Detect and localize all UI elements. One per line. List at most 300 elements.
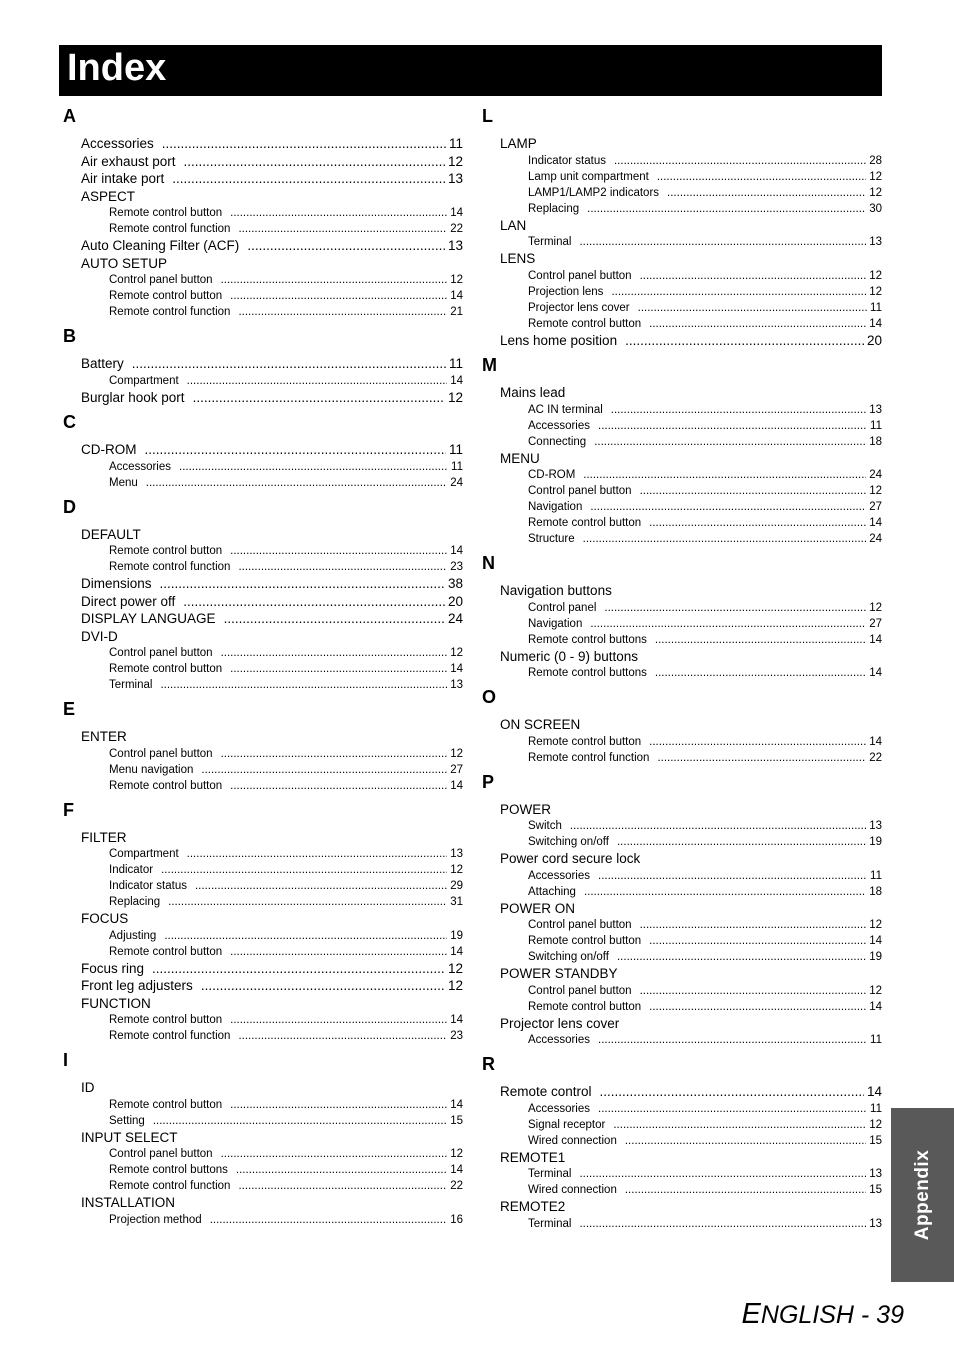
entry-term: Attaching [528,885,576,898]
index-entry [482,716,882,734]
entry-term: Remote control buttons [528,633,647,646]
footer-initial: E [741,1298,761,1330]
entry-term: DVI-D [81,628,118,644]
index-entry [63,1129,463,1147]
entry-page-number: 11 [448,136,463,151]
entry-term: Replacing [528,202,580,215]
dot-leader [625,1182,866,1198]
entry-term: Remote control function [528,751,650,764]
section-letter-a: A [63,106,76,126]
entry-term: Remote control button [109,663,223,675]
dot-leader [152,960,445,978]
entry-page-number: 14 [450,779,463,792]
index-entry [63,610,463,628]
entry-term: Menu [109,476,138,489]
index-subentry [482,1166,882,1182]
entry-page-number: 12 [869,984,882,997]
entry-term: Accessories [81,136,154,151]
section-letter-l: L [482,106,493,126]
dot-leader [657,750,866,766]
entry-page-number: 18 [869,885,882,898]
entry-page-number: 14 [869,517,882,529]
index-entry [63,1194,463,1212]
index-subentry [482,884,882,900]
entry-term: Remote control button [528,935,642,947]
dot-leader [640,917,867,933]
footer-page-label: NGLISH - 39 [760,1301,904,1329]
entry-term: Control panel button [109,647,213,659]
entry-page-number: 12 [450,864,463,876]
dot-leader [162,135,446,153]
index-entry [482,648,882,666]
index-subentry [482,300,882,316]
index-entry [482,582,882,600]
dot-leader [600,1083,864,1101]
entry-term: Navigation buttons [500,583,612,598]
dot-leader [655,665,866,681]
entry-term: Indicator status [528,154,606,167]
entry-page-number: 12 [450,747,463,760]
entry-page-number: 15 [450,1114,463,1127]
dot-leader [649,734,866,750]
entry-term: Remote control button [528,317,642,330]
index-subentry [482,185,882,201]
index-entry [482,900,882,918]
page-title: Index [67,47,167,89]
index-entry [63,170,463,188]
entry-term: Remote control button [109,1098,223,1111]
entry-page-number: 22 [450,1180,463,1192]
entry-term: Adjusting [109,929,157,942]
entry-page-number: 27 [869,617,882,630]
entry-page-number: 14 [450,663,463,675]
dot-leader [613,1117,866,1133]
dot-leader [617,834,866,850]
index-entry [63,237,463,255]
index-entry [63,977,463,995]
dot-leader [236,1162,447,1178]
entry-term: Control panel button [109,274,213,286]
entry-page-number: 23 [450,1030,463,1042]
entry-page-number: 18 [869,435,882,448]
entry-term: Remote control button [528,517,642,529]
entry-term: Power cord secure lock [500,851,641,866]
entry-page-number: 13 [869,236,882,248]
index-subentry [482,616,882,632]
dot-leader [649,933,866,949]
dot-leader [667,185,866,201]
index-subentry [63,677,463,693]
entry-page-number: 12 [450,647,463,659]
entry-term: Control panel button [528,919,632,931]
index-subentry [63,862,463,878]
index-subentry [482,418,882,434]
entry-page-number: 14 [450,1164,463,1176]
index-subentry [482,201,882,217]
dot-leader [187,846,448,862]
index-subentry [482,1133,882,1149]
dot-leader [611,402,866,418]
index-entry [63,526,463,544]
entry-term: Replacing [109,896,161,908]
entry-term: Remote control button [528,735,642,748]
entry-page-number: 21 [450,306,463,318]
index-subentry [482,169,882,185]
index-entry [63,441,463,459]
index-subentry [482,268,882,284]
entry-term: Accessories [528,1034,590,1046]
dot-leader [230,543,447,559]
dot-leader [570,818,866,834]
index-entry [482,1149,882,1167]
dot-leader [640,983,867,999]
entry-page-number: 19 [869,836,882,848]
index-subentry [63,288,463,304]
dot-leader [649,515,866,531]
index-column-left [63,100,463,1228]
index-subentry [482,234,882,250]
entry-term: Connecting [528,435,587,448]
section-letter-e: E [63,699,76,719]
entry-page-number: 13 [869,820,882,832]
entry-term: Projection lens [528,285,604,298]
entry-term: REMOTE2 [500,1199,566,1214]
index-subentry [482,665,882,681]
index-entry [63,255,463,273]
entry-page-number: 13 [450,848,463,860]
index-subentry [63,645,463,661]
index-subentry [63,1146,463,1162]
dot-leader [584,884,866,900]
index-subentry [482,933,882,949]
entry-term: Focus ring [81,960,145,976]
entry-page-number: 38 [447,576,463,591]
index-subentry [482,868,882,884]
entry-page-number: 12 [869,919,882,931]
entry-page-number: 14 [866,1084,882,1099]
index-subentry [63,944,463,960]
dot-leader [230,661,447,677]
dot-leader [146,475,447,491]
entry-page-number: 19 [450,929,463,942]
dot-leader [640,268,867,284]
entry-term: DISPLAY LANGUAGE [81,611,216,626]
index-subentry [482,983,882,999]
entry-term: LAMP [500,136,537,151]
dot-leader [649,316,866,332]
dot-leader [221,746,448,762]
entry-page-number: 23 [450,561,463,573]
entry-term: LENS [500,251,536,266]
entry-term: LAMP1/LAMP2 indicators [528,186,660,199]
dot-leader [187,373,448,389]
index-subentry [482,999,882,1015]
entry-page-number: 14 [869,935,882,947]
index-subentry [63,894,463,910]
entry-page-number: 12 [450,1148,463,1160]
entry-term: Control panel button [109,747,213,760]
entry-term: Navigation [528,501,583,513]
index-entry [482,332,882,350]
entry-page-number: 14 [450,545,463,557]
entry-term: AC IN terminal [528,403,603,416]
index-subentry [482,284,882,300]
entry-page-number: 27 [450,763,463,776]
entry-page-number: 14 [450,1098,463,1111]
entry-term: Terminal [109,679,153,691]
index-subentry [63,1012,463,1028]
dot-leader [160,575,445,593]
entry-page-number: 14 [450,945,463,958]
dot-leader [579,1216,866,1232]
dot-leader [649,999,866,1015]
dot-leader [168,894,447,910]
index-subentry [482,949,882,965]
entry-term: Direct power off [81,593,176,609]
dot-leader [183,593,445,611]
entry-term: POWER ON [500,900,576,916]
dot-leader [184,153,445,171]
index-entry [63,355,463,373]
entry-term: POWER STANDBY [500,966,618,981]
dot-leader [195,878,447,894]
dot-leader [590,499,866,515]
index-subentry [482,734,882,750]
index-column-right [482,100,882,1232]
index-entry [482,250,882,268]
index-subentry [63,1162,463,1178]
index-entry [63,910,463,928]
entry-page-number: 12 [447,153,463,169]
entry-term: Accessories [109,460,171,473]
entry-term: Remote control function [109,223,231,235]
entry-page-number: 24 [447,611,463,626]
section-letter-r: R [482,1054,495,1074]
entry-page-number: 24 [450,476,463,489]
dot-leader [221,645,448,661]
index-entry [482,801,882,819]
entry-page-number: 20 [866,332,882,348]
entry-page-number: 30 [869,202,882,215]
entry-page-number: 20 [447,593,463,609]
dot-leader [625,332,864,350]
dot-leader [657,169,866,185]
entry-term: Control panel button [109,1148,213,1160]
entry-page-number: 24 [869,533,882,545]
dot-leader [193,389,445,407]
entry-term: Remote control function [109,561,231,573]
dot-leader [590,616,866,632]
entry-term: LAN [500,217,527,233]
index-entry [482,384,882,402]
entry-term: ASPECT [81,188,136,204]
entry-page-number: 14 [450,290,463,302]
index-subentry [482,402,882,418]
entry-term: Accessories [528,1102,590,1115]
entry-term: Remote control button [109,779,223,792]
entry-term: Indicator [109,864,154,876]
entry-page-number: 11 [870,869,882,882]
entry-page-number: 14 [450,207,463,219]
entry-term: Remote control function [109,1030,231,1042]
index-subentry [482,1101,882,1117]
entry-term: Compartment [109,848,179,860]
entry-term: Indicator status [109,880,187,892]
index-subentry [63,543,463,559]
dot-leader [145,441,446,459]
entry-term: Switching on/off [528,836,609,848]
entry-page-number: 13 [447,238,463,253]
index-entry [482,1198,882,1216]
dot-leader [247,237,445,255]
entry-term: Switching on/off [528,951,609,963]
section-letter-b: B [63,326,76,346]
entry-page-number: 29 [450,880,463,892]
entry-page-number: 13 [447,171,463,186]
dot-leader [201,977,445,995]
section-letter-n: N [482,553,495,573]
entry-term: ID [81,1080,95,1095]
entry-term: Terminal [528,1217,572,1230]
entry-term: Remote control function [109,306,231,318]
section-letter-d: D [63,496,76,517]
page-title-bar [59,45,882,96]
entry-page-number: 14 [869,735,882,748]
dot-leader [230,205,447,221]
entry-term: REMOTE1 [500,1149,566,1165]
index-entry [63,628,463,646]
index-entry [63,1079,463,1097]
entry-term: ENTER [81,729,127,744]
index-subentry [482,632,882,648]
entry-term: INSTALLATION [81,1195,176,1210]
entry-page-number: 22 [450,223,463,235]
entry-term: Burglar hook port [81,389,185,405]
entry-page-number: 12 [447,978,463,993]
index-subentry [482,434,882,450]
appendix-side-tab [891,1108,954,1282]
entry-term: Wired connection [528,1184,617,1196]
dot-leader [164,928,447,944]
entry-term: Remote control button [528,1000,642,1013]
entry-term: Air exhaust port [81,153,176,169]
dot-leader [238,221,447,237]
dot-leader [238,559,447,575]
dot-leader [625,1133,866,1149]
index-entry [63,135,463,153]
dot-leader [638,300,867,316]
dot-leader [230,944,447,960]
index-subentry [482,818,882,834]
index-subentry [482,1216,882,1232]
dot-leader [161,862,447,878]
entry-term: Auto Cleaning Filter (ACF) [81,238,240,253]
index-subentry [482,1117,882,1133]
index-entry [482,965,882,983]
entry-term: Remote control buttons [109,1164,228,1176]
entry-term: Remote control button [109,207,223,219]
entry-page-number: 11 [870,1034,882,1046]
entry-page-number: 12 [869,269,882,282]
entry-term: Remote control button [109,945,223,958]
entry-term: FOCUS [81,911,129,926]
entry-term: Remote control function [109,1180,231,1192]
index-entry [63,960,463,978]
dot-leader [172,170,445,188]
index-subentry [63,778,463,794]
entry-term: Accessories [528,419,590,432]
dot-leader [132,355,446,373]
entry-page-number: 14 [450,374,463,387]
dot-leader [230,1012,447,1028]
index-subentry [63,459,463,475]
index-subentry [63,1097,463,1113]
dot-leader [230,288,447,304]
entry-term: Front leg adjusters [81,978,193,993]
entry-term: Air intake port [81,171,165,186]
index-subentry [482,499,882,515]
section-letter-m: M [482,355,497,375]
entry-page-number: 19 [869,951,882,963]
index-entry [63,575,463,593]
entry-term: Lamp unit compartment [528,170,649,183]
entry-term: Projector lens cover [500,1015,620,1031]
entry-term: DEFAULT [81,526,141,542]
section-letter-p: P [482,771,495,792]
index-entry [63,728,463,746]
dot-leader [224,610,445,628]
index-subentry [63,661,463,677]
index-subentry [63,1028,463,1044]
index-subentry [63,221,463,237]
dot-leader [179,459,448,475]
entry-page-number: 22 [869,751,882,764]
entry-term: Control panel [528,601,597,614]
dot-leader [238,304,447,320]
entry-term: INPUT SELECT [81,1129,178,1145]
entry-term: AUTO SETUP [81,255,168,271]
entry-page-number: 12 [869,285,882,298]
entry-term: Remote control buttons [528,667,647,679]
dot-leader [201,762,447,778]
dot-leader [221,1146,448,1162]
index-subentry [63,304,463,320]
index-subentry [63,205,463,221]
dot-leader [598,418,867,434]
entry-term: Navigation [528,617,583,630]
index-subentry [482,531,882,547]
index-entry [63,389,463,407]
entry-term: ON SCREEN [500,717,581,732]
entry-page-number: 14 [869,1000,882,1013]
index-subentry [482,600,882,616]
dot-leader [579,234,866,250]
index-subentry [482,316,882,332]
entry-page-number: 11 [870,1102,882,1115]
side-tab-label: Appendix [911,1149,933,1241]
entry-page-number: 16 [450,1213,463,1226]
entry-term: FILTER [81,829,127,845]
entry-term: Remote control button [109,290,223,302]
entry-term: CD-ROM [528,469,576,481]
entry-page-number: 11 [448,356,463,371]
entry-term: Accessories [528,869,590,882]
page-footer [742,1298,904,1331]
dot-leader [579,1166,866,1182]
index-subentry [482,750,882,766]
index-entry [63,593,463,611]
entry-page-number: 24 [869,469,882,481]
